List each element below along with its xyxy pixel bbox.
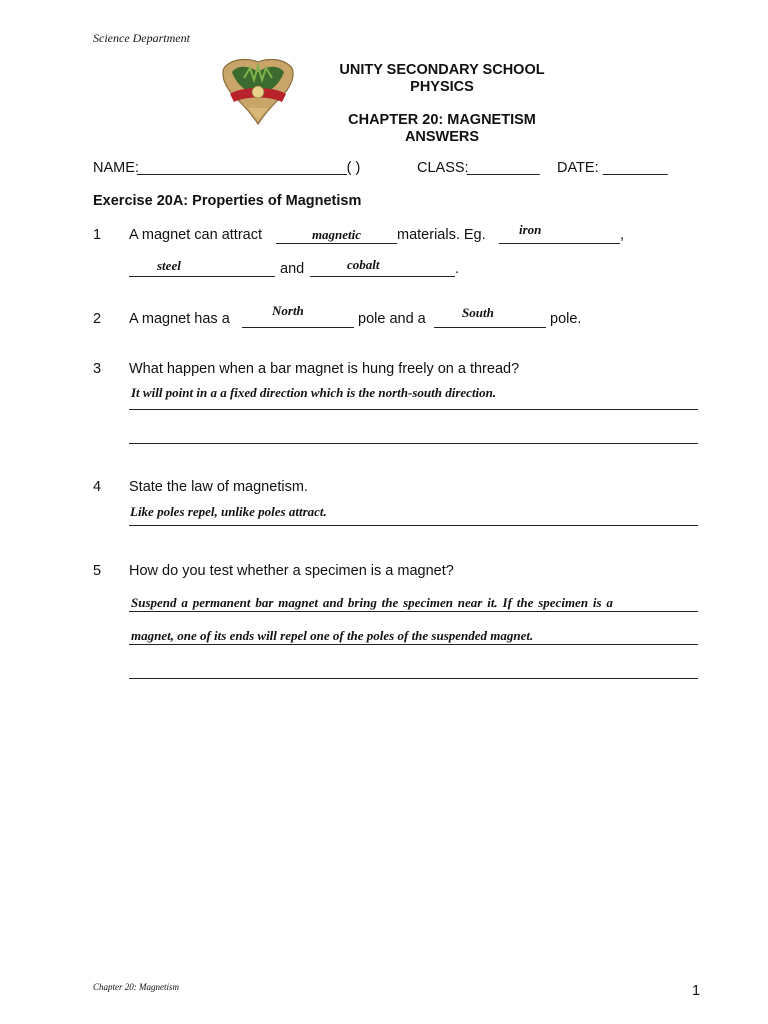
answer-blank	[129, 276, 275, 277]
answer-blank	[434, 327, 546, 328]
question-text: A magnet has a	[129, 311, 230, 327]
answer-text: iron	[519, 222, 542, 237]
answer-blank	[499, 243, 620, 244]
answer-blank	[310, 276, 455, 277]
answer-text: magnetic	[311, 227, 362, 242]
answer-line	[129, 644, 698, 645]
answer-line	[129, 443, 698, 444]
question-text: What happen when a bar magnet is hung freely on a thread?	[129, 361, 520, 377]
answer-line	[129, 611, 698, 612]
subject-title: PHYSICS	[410, 79, 474, 95]
question-text: materials. Eg.	[397, 227, 486, 243]
class-label: CLASS:	[417, 160, 469, 176]
answer-text: Like poles repel, unlike poles attract.	[130, 504, 327, 519]
exercise-title: Exercise 20A: Properties of Magnetism	[93, 193, 362, 209]
question-text: A magnet can attract	[129, 227, 262, 243]
question-number: 4	[93, 479, 102, 495]
answer-text: steel	[157, 258, 181, 273]
school-name: UNITY SECONDARY SCHOOL	[339, 62, 545, 78]
answer-blank	[276, 243, 397, 244]
footer-chapter: Chapter 20: Magnetism	[93, 982, 179, 992]
answer-text: North	[272, 303, 304, 318]
date-label: DATE:	[557, 160, 599, 176]
answer-text: cobalt	[347, 257, 380, 272]
chapter-title: CHAPTER 20: MAGNETISM	[348, 112, 536, 128]
answer-text: Suspend a permanent bar magnet and bring the specimen near it. If the specimen is a	[131, 595, 613, 610]
school-crest-icon	[218, 56, 298, 128]
question-number: 2	[93, 311, 102, 327]
class-field: _________	[467, 160, 540, 176]
question-text: and	[280, 261, 305, 277]
answer-text: South	[462, 305, 494, 320]
answer-line	[129, 678, 698, 679]
question-number: 3	[93, 361, 102, 377]
question-text: State the law of magnetism.	[129, 479, 308, 495]
name-label: NAME:	[93, 160, 139, 176]
name-field: __________________________( )	[137, 160, 361, 176]
question-text: .	[455, 261, 460, 277]
question-text: How do you test whether a specimen is a magnet?	[129, 563, 454, 579]
question-text: pole and a	[358, 311, 426, 327]
question-text: pole.	[550, 311, 582, 327]
answer-text: It will point in a a fixed direction which is the north-south direction.	[131, 385, 497, 400]
question-number: 5	[93, 563, 102, 579]
answer-text: magnet, one of its ends will repel one of the poles of the suspended magnet.	[131, 628, 534, 643]
answers-title: ANSWERS	[404, 129, 480, 145]
answer-line	[129, 525, 698, 526]
answer-line	[129, 409, 698, 410]
page-number: 1	[692, 983, 701, 999]
question-number: 1	[93, 227, 102, 243]
date-field: ________	[603, 160, 668, 176]
department-label: Science Department	[93, 31, 190, 45]
answer-blank	[242, 327, 354, 328]
question-text: ,	[620, 227, 625, 243]
